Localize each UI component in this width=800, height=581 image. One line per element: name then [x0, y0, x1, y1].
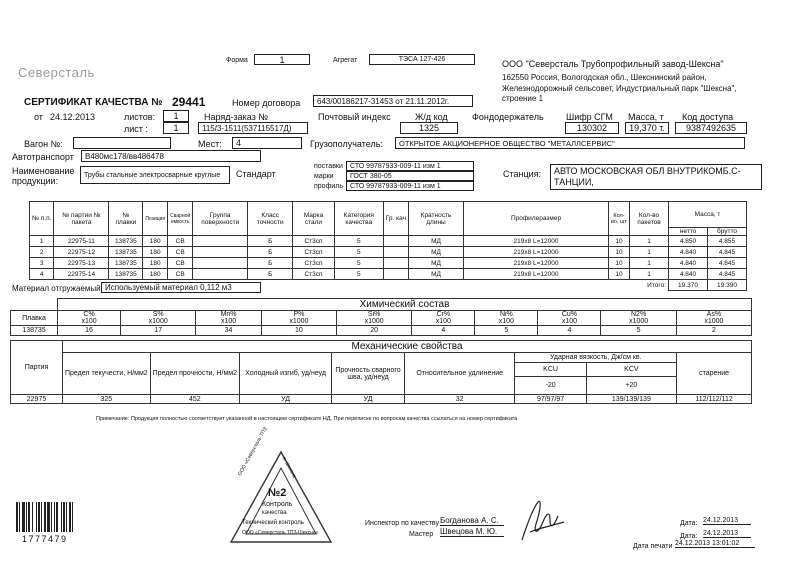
supply-label: поставки — [314, 163, 343, 170]
col-header: Кол-во пакетов — [630, 202, 669, 236]
stamp-side-left: ООО «Северсталь ТПЗ — [237, 426, 269, 477]
table-row — [30, 258, 747, 269]
table-row — [30, 269, 747, 280]
table-cell: 10 — [609, 236, 630, 247]
brand-value: ГОСТ 380-05 — [346, 171, 474, 181]
barcode-bar — [69, 502, 71, 532]
table-cell: 180 — [143, 247, 168, 258]
chem-col-header — [676, 311, 751, 326]
barcode-bar — [56, 502, 58, 532]
table-cell: СВ — [168, 269, 193, 280]
table-cell: Б — [248, 247, 293, 258]
list-label: лист : — [124, 124, 148, 134]
mech-value: УД — [239, 395, 331, 404]
auto-label: Автотранспорт — [12, 152, 74, 162]
table-cell: 4 — [30, 269, 54, 280]
chem-col-header — [121, 311, 196, 326]
mech-value: 22975 — [11, 395, 63, 404]
barcode-bar — [19, 502, 20, 532]
sgm-value: 130302 — [565, 122, 619, 134]
table-cell — [193, 247, 248, 258]
table-row — [30, 236, 747, 247]
col-header-brutto: брутто — [708, 228, 747, 236]
chem-multiplier: x100 — [220, 318, 237, 325]
product-value: Трубы стальные электросварные круглые — [80, 166, 230, 184]
profile-value: СТО 99787933-009-11 изм 1 — [346, 181, 474, 191]
date-label-2: Дата: — [680, 533, 698, 540]
inspector-name: Богданова А. С. — [440, 516, 504, 526]
brand-label: марки — [314, 173, 334, 180]
table-cell: 22975-12 — [54, 247, 109, 258]
mech-elong-label: Относительное удлинение — [404, 353, 515, 395]
table-cell: 4.840 — [669, 258, 708, 269]
mech-party-label: Партия — [11, 341, 63, 395]
chem-element: Cu% — [561, 311, 578, 318]
order-label: Наряд-заказ № — [204, 112, 268, 122]
company-logo: Северсталь — [18, 65, 95, 80]
mech-value: 112/112/112 — [677, 395, 752, 404]
col-header: Кратность длины — [409, 202, 464, 236]
table-cell: 5 — [334, 269, 383, 280]
mech-kcv-temp: +20 — [586, 377, 676, 395]
chem-value: 16 — [58, 326, 121, 336]
chem-value: 34 — [196, 326, 261, 336]
mech-strength-label: Предел прочности, Н/мм2 — [150, 353, 239, 395]
chem-value: 5 — [601, 326, 676, 336]
date-value: 24.12.2013 — [703, 517, 751, 525]
mech-aging-label: старение — [677, 353, 752, 395]
table-cell: СВ — [168, 258, 193, 269]
mech-kcv-label: KCV — [586, 363, 676, 377]
barcode-bar — [41, 502, 42, 532]
chem-multiplier: x1000 — [704, 318, 724, 325]
cert-title: СЕРТИФИКАТ КАЧЕСТВА № — [24, 97, 163, 108]
list-value: 1 — [163, 122, 189, 134]
wagon-value — [73, 137, 171, 149]
table-cell: 219х8 L=12000 — [464, 258, 609, 269]
stamp-side-right: п. Шексна — [280, 456, 298, 480]
material-label: Материал отгружаемый: — [12, 284, 103, 293]
mech-value: 452 — [150, 395, 239, 404]
stamp-line-4: ООО «Северсталь ТПЗ-Шексна» — [242, 530, 319, 536]
stamp-line-3: Технический контроль — [242, 520, 304, 526]
table-cell: 22975-14 — [54, 269, 109, 280]
table-cell — [193, 236, 248, 247]
chem-value: 10 — [261, 326, 336, 336]
total-netto: 19.370 — [669, 280, 708, 291]
table-cell — [383, 269, 408, 280]
col-header: № плавки — [109, 202, 143, 236]
consignee-value: ОТКРЫТОЕ АКЦИОНЕРНОЕ ОБЩЕСТВО "МЕТАЛЛСЕРВИС" — [395, 137, 745, 149]
contract-label: Номер договора — [232, 98, 301, 108]
table-cell: 2 — [30, 247, 54, 258]
company-address-2: Железнодорожный сельсовет, Индустриальный парк "Шексна", — [502, 84, 737, 93]
master-name: Швецова М. Ю. — [440, 527, 504, 537]
master-label: Мастер — [409, 531, 434, 538]
company-address-3: строение 1 — [502, 94, 544, 103]
table-cell: 1 — [30, 236, 54, 247]
chem-multiplier: x1000 — [289, 318, 309, 325]
chem-multiplier: x100 — [81, 318, 97, 325]
barcode-bar — [38, 502, 40, 532]
chem-title: Химический состав — [58, 299, 752, 311]
table-cell: 1 — [630, 247, 669, 258]
chem-col-header — [601, 311, 676, 326]
supply-value: СТО 99787933-009-11 изм 1 — [346, 161, 474, 171]
mech-value: 97/97/97 — [515, 395, 586, 404]
barcode-bar — [22, 502, 25, 532]
barcode-bar — [26, 502, 27, 532]
chem-element: Cr% — [436, 311, 451, 318]
auto-value: В480мс178/вв486478 — [81, 150, 261, 162]
date-label: Дата: — [680, 520, 698, 527]
chem-col-header — [412, 311, 475, 326]
mech-value: 32 — [404, 395, 515, 404]
table-cell: 4.845 — [708, 269, 747, 280]
order-value: 115/3-1511(537115517Д) — [198, 122, 308, 134]
col-header: Категория качества — [334, 202, 383, 236]
chem-element: S% — [152, 311, 164, 318]
table-cell: 3 — [30, 258, 54, 269]
chem-element: C% — [83, 311, 95, 318]
inspector-label: Инспектор по качеству — [365, 520, 439, 527]
col-header: Профилеразмер — [464, 202, 609, 236]
table-cell: 4.840 — [669, 269, 708, 280]
chem-value: 2 — [676, 326, 751, 336]
barcode-bar — [16, 502, 18, 532]
mass-header: Масса, т — [669, 202, 747, 228]
chem-element: As% — [706, 311, 722, 318]
barcode-bar — [36, 502, 37, 532]
table-cell: 22975-11 — [54, 236, 109, 247]
standard-label: Стандарт — [236, 169, 276, 179]
chem-element: Si% — [367, 311, 381, 318]
chem-multiplier: x100 — [561, 318, 578, 325]
table-cell: Ст3сп — [293, 269, 335, 280]
col-header: Сварной емкость — [168, 202, 193, 236]
print-value: 24.12.2013 13:01:02 — [675, 540, 755, 548]
table-cell: 138735 — [109, 258, 143, 269]
mech-yield-label: Предел текучести, Н/мм2 — [63, 353, 151, 395]
table-cell: 219х8 L=12000 — [464, 247, 609, 258]
company-address-1: 162550 Россия, Вологодская обл., Шекснинский район, — [502, 73, 707, 82]
total-label: Итого: — [30, 280, 669, 291]
barcode-bar — [66, 502, 67, 532]
chem-col-header — [538, 311, 601, 326]
fond-label: Фондодержатель — [472, 112, 544, 122]
chem-value: 20 — [337, 326, 412, 336]
table-cell: 219х8 L=12000 — [464, 236, 609, 247]
barcode-bar — [61, 502, 62, 532]
cert-date: 24.12.2013 — [50, 112, 96, 122]
table-cell: 219х8 L=12000 — [464, 269, 609, 280]
mech-bend-label: Холодный изгиб, уд/неуд — [239, 353, 331, 395]
col-header: Класс точности — [248, 202, 293, 236]
cert-number: 29441 — [172, 95, 206, 109]
chem-value: 4 — [538, 326, 601, 336]
mech-value: 325 — [63, 395, 151, 404]
chem-value: 5 — [475, 326, 538, 336]
forma-label: Форма — [226, 57, 248, 64]
places-label: Мест: — [198, 139, 222, 149]
station-label: Станция: — [503, 169, 542, 179]
table-cell: Ст3сп — [293, 247, 335, 258]
code-label: Код доступа — [682, 112, 734, 122]
product-label-1: Наименование — [12, 166, 75, 176]
handwritten-signature — [510, 492, 570, 552]
chem-col-header — [261, 311, 336, 326]
col-header-netto: нетто — [669, 228, 708, 236]
table-cell: 4.840 — [669, 247, 708, 258]
material-value: Используемый материал 0,112 м3 — [101, 282, 261, 293]
mass-label: Масса, т — [628, 112, 664, 122]
table-cell: 1 — [630, 258, 669, 269]
table-cell: МД — [409, 258, 464, 269]
chem-value: 17 — [121, 326, 196, 336]
mech-value: 139/139/139 — [586, 395, 676, 404]
table-cell — [383, 236, 408, 247]
mech-title: Механические свойства — [63, 341, 752, 353]
table-cell: 10 — [609, 247, 630, 258]
mech-impact-label: Ударная вязкость, Дж/см кв. — [515, 353, 677, 363]
table-cell — [193, 258, 248, 269]
table-cell: 180 — [143, 269, 168, 280]
chem-col-header — [58, 311, 121, 326]
chem-table — [10, 298, 752, 336]
stamp-line-2: качества — [262, 510, 287, 516]
code-value: 9387492635 — [675, 122, 747, 134]
table-cell: 10 — [609, 269, 630, 280]
print-label: Дата печати — [633, 543, 673, 550]
table-cell — [383, 258, 408, 269]
footnote: Примечание: Продукция полностью соответствует указанной в настоящем сертификате НД. При переписке по вопросам качества ссылаться на номер сертификата — [96, 416, 518, 422]
rail-value: 1325 — [400, 122, 458, 134]
chem-col-header — [337, 311, 412, 326]
chem-element: Ni% — [499, 311, 513, 318]
table-row — [30, 247, 747, 258]
col-header: № п.п. — [30, 202, 54, 236]
table-cell: СВ — [168, 236, 193, 247]
table-cell — [383, 247, 408, 258]
chem-multiplier: x1000 — [364, 318, 384, 325]
col-header: Позиция — [143, 202, 168, 236]
total-brutto: 19.390 — [708, 280, 747, 291]
barcode-bar — [32, 502, 33, 532]
table-cell: 180 — [143, 258, 168, 269]
mech-value: УД — [332, 395, 405, 404]
table-cell: 5 — [334, 236, 383, 247]
table-cell: 22975-13 — [54, 258, 109, 269]
stamp-line-1: Контроль — [262, 501, 293, 508]
chem-heat-label: Плавка — [11, 311, 58, 326]
col-header: № партии № пакета — [54, 202, 109, 236]
table-cell: 10 — [609, 258, 630, 269]
mech-table — [10, 340, 752, 404]
barcode-bar — [44, 502, 46, 532]
barcode-bar — [54, 502, 55, 532]
col-header: Марка стали — [293, 202, 335, 236]
chem-multiplier: x1000 — [148, 318, 168, 325]
wagon-label: Вагон №: — [24, 139, 63, 149]
chem-multiplier: x1000 — [629, 318, 649, 325]
table-cell: Б — [248, 258, 293, 269]
mass-value: 19,370 т. — [625, 122, 669, 134]
chem-multiplier: x100 — [498, 318, 514, 325]
table-cell: МД — [409, 236, 464, 247]
barcode-bar — [28, 502, 30, 532]
table-cell: МД — [409, 247, 464, 258]
table-cell: Ст3сп — [293, 258, 335, 269]
chem-col-header — [196, 311, 261, 326]
barcode-bar — [63, 502, 65, 532]
table-cell: 1 — [630, 269, 669, 280]
ot-label: от — [34, 112, 43, 122]
barcode-number: 1777479 — [22, 534, 68, 544]
table-cell: 4.850 — [669, 236, 708, 247]
profile-label: профиль — [314, 183, 343, 190]
forma-value: 1 — [254, 54, 310, 65]
barcode-bar — [51, 502, 52, 532]
table-cell: 138735 — [109, 236, 143, 247]
table-cell: 138735 — [109, 247, 143, 258]
chem-element: Mn% — [220, 311, 237, 318]
mech-kcu-temp: -20 — [515, 377, 586, 395]
chem-multiplier: x100 — [435, 318, 451, 325]
table-cell: Ст3сп — [293, 236, 335, 247]
listov-value: 1 — [163, 110, 189, 122]
table-cell: 1 — [630, 236, 669, 247]
barcode — [14, 500, 134, 534]
mech-weld-label: Прочность сварного шва, уд/неуд — [332, 353, 405, 395]
table-cell: МД — [409, 269, 464, 280]
postal-label: Почтовый индекс — [318, 112, 391, 122]
barcode-bar — [72, 502, 73, 532]
agregat-value: ТЭСА 127-426 — [369, 54, 475, 65]
table-cell: 5 — [334, 258, 383, 269]
contract-value: 643/00186217-31453 от 21.11.2012г. — [313, 95, 473, 107]
table-cell: 138735 — [109, 269, 143, 280]
barcode-bar — [47, 502, 50, 532]
chem-col-header — [475, 311, 538, 326]
table-cell: 4.845 — [708, 247, 747, 258]
stamp-number: №2 — [268, 487, 287, 499]
table-cell: 4.855 — [708, 236, 747, 247]
chem-heat: 138735 — [11, 326, 58, 336]
table-cell — [193, 269, 248, 280]
chem-element: N2% — [631, 311, 647, 318]
col-header: Кол-во, шт — [609, 202, 630, 236]
agregat-label: Агрегат — [333, 57, 358, 64]
sgm-label: Шифр СГМ — [566, 112, 613, 122]
chem-value: 4 — [412, 326, 475, 336]
listov-label: листов: — [124, 112, 156, 122]
col-header: Гр. кач — [383, 202, 408, 236]
product-label-2: продукции: — [12, 176, 59, 186]
consignee-label: Грузополучатель: — [310, 139, 383, 149]
date-value-2: 24.12.2013 — [703, 530, 751, 538]
table-cell: Б — [248, 269, 293, 280]
places-value: 4 — [232, 137, 302, 149]
table-cell: Б — [248, 236, 293, 247]
mech-kcu-label: KCU — [515, 363, 586, 377]
table-cell: 180 — [143, 236, 168, 247]
table-cell: 4.845 — [708, 258, 747, 269]
lots-table — [29, 201, 747, 291]
station-value: АВТО МОСКОВСКАЯ ОБЛ ВНУТРИКОМБ.С-ТАНЦИИ, — [550, 164, 762, 190]
table-cell: 5 — [334, 247, 383, 258]
chem-element: P% — [293, 311, 305, 318]
company-name: ООО "Северсталь Трубопрофильный завод-Шексна" — [502, 59, 724, 69]
table-cell: СВ — [168, 247, 193, 258]
rail-label: Ж/д код — [415, 112, 448, 122]
col-header: Группа поверхности — [193, 202, 248, 236]
